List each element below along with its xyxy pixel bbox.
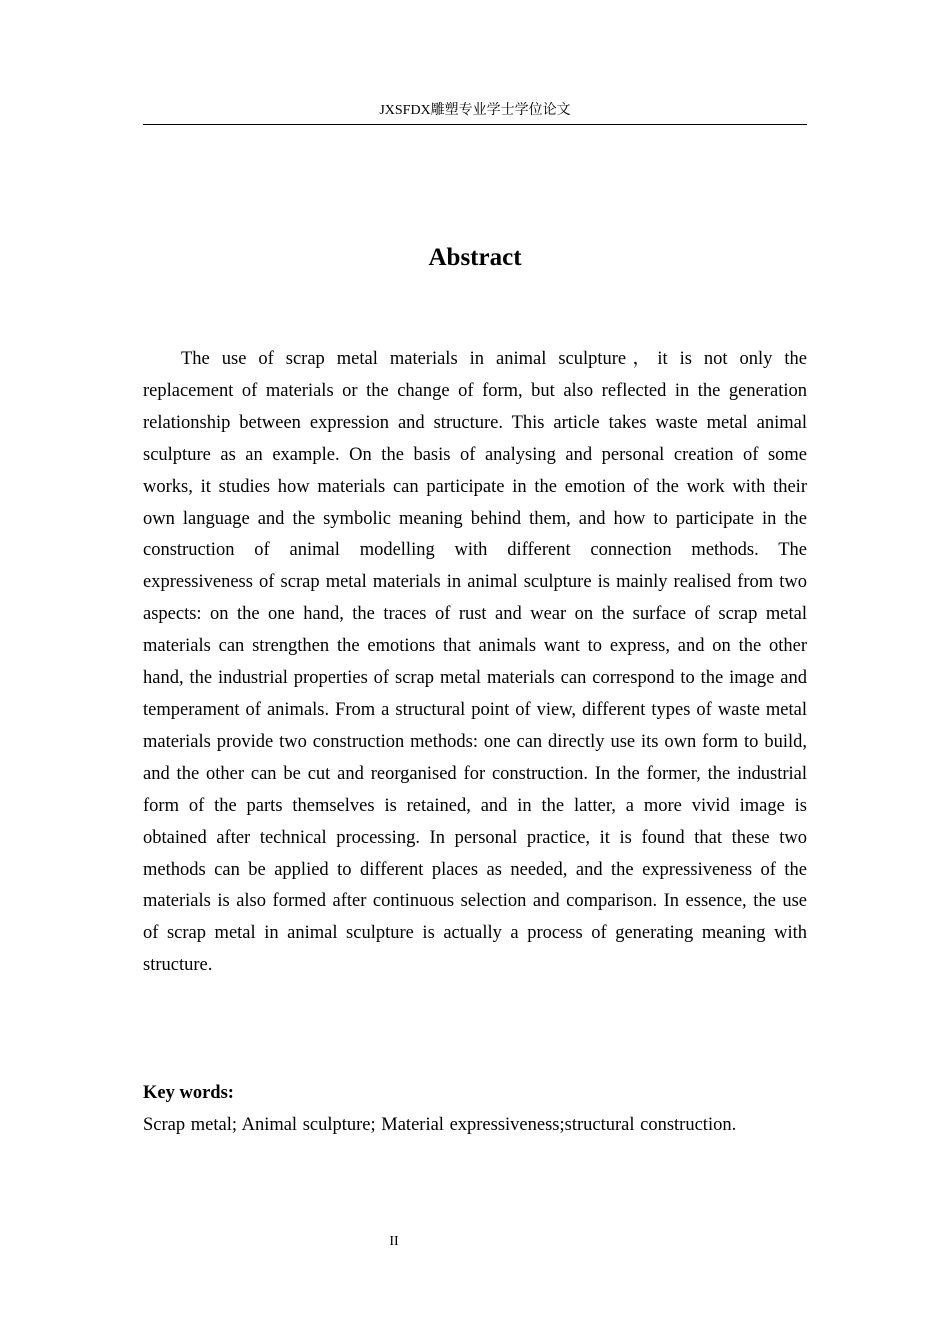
header-divider xyxy=(143,124,807,125)
keywords-text: Scrap metal; Animal sculpture; Material expressiveness;structural construction. xyxy=(143,1115,737,1135)
keywords-heading: Key words: xyxy=(143,1083,234,1103)
page-number: II xyxy=(389,1234,399,1249)
abstract-body: The use of scrap metal materials in animal sculpture，it is not only the replacement of materials or the change of form, but also reflected in the generation relationship between expression and structure. This article takes waste metal animal sculpture as an example. On the basis of analysing and personal creation of some works, it studies how materials can participate in the emotion of the work with their own language and the symbolic meaning behind them, and how to participate in the construction of animal modelling with different connection methods. The expressiveness of scrap metal materials in animal sculpture is mainly realised from two aspects: on the one hand, the traces of rust and wear on the surface of scrap metal materials can strengthen the emotions that animals want to express, and on the other hand, the industrial properties of scrap metal materials can correspond to the image and temperament of animals. From a structural point of view, different types of waste metal materials provide two construction methods: one can directly use its own form to build, and the other can be cut and reorganised for construction. In the former, the industrial form of the parts themselves is retained, and in the latter, a more vivid image is obtained after technical processing. In personal practice, it is found that these two methods can be applied to different places as needed, and the expressiveness of the materials is also formed after continuous selection and comparison. In essence, the use of scrap metal in animal sculpture is actually a process of generating meaning with structure. xyxy=(143,349,807,976)
running-header: JXSFDX雕塑专业学士学位论文 xyxy=(379,103,571,118)
abstract-title: Abstract xyxy=(428,244,522,271)
